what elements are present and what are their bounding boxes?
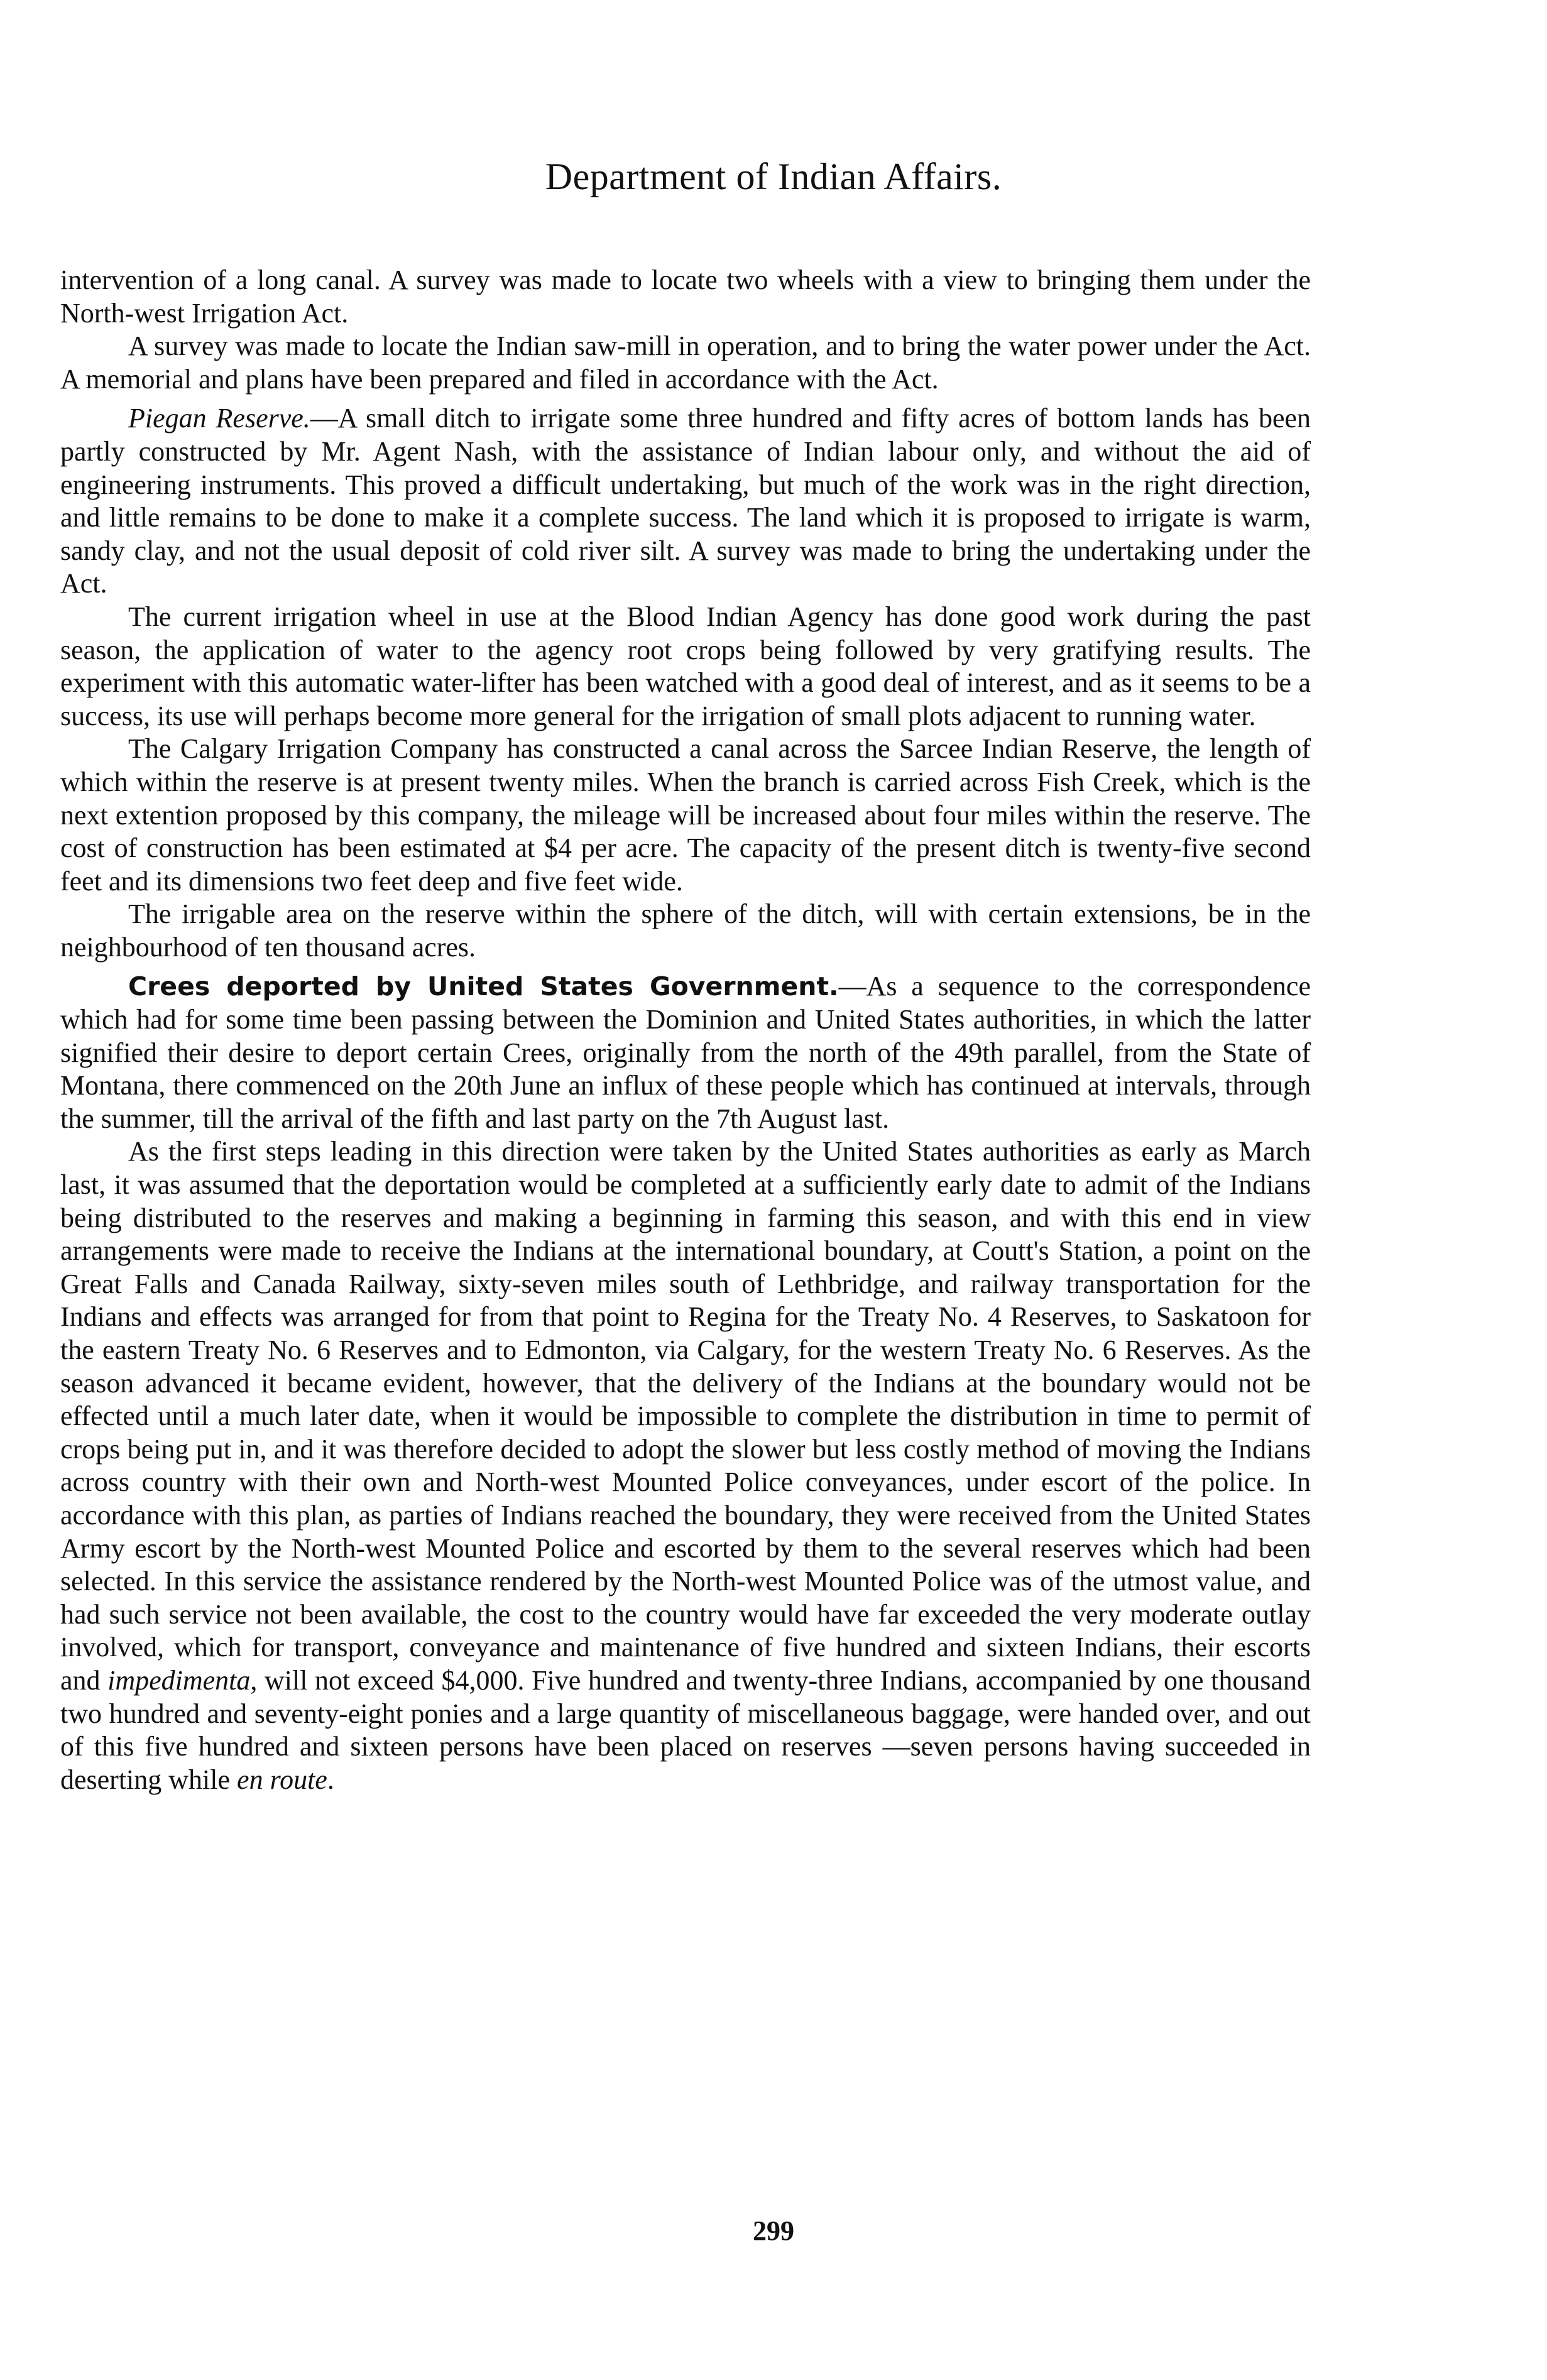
running-title: Department of Indian Affairs. <box>545 156 1002 197</box>
paragraph-canal-intervention: intervention of a long canal. A survey was made to locate two wheels with a view to bringing them under the North-west Irrigation Act. <box>60 265 1311 329</box>
paragraph-crees-deported-body: —As a sequence to the correspondence which had for some time been passing between the Dominion and United States authorities, in which the latter signified their desire to deport certain Crees, originally from the north of the 49th parallel, from the State of Montana, there commenced on the 20th June an influx of these people which has continued at intervals, through the summer, till the arrival of the fifth and last party on the 7th August last. <box>60 971 1311 1134</box>
paragraph-saw-mill: A survey was made to locate the Indian saw-mill in operation, and to bring the water power under the Act. A memorial and plans have been prepared and filed in accordance with the Act. <box>60 330 1311 395</box>
paragraph-piegan-reserve-body: —A small ditch to irrigate some three hundred and fifty acres of bottom lands has been partly constructed by Mr. Agent Nash, with the assistance of Indian labour only, and without the aid of engineering instruments. This proved a difficult undertaking, but much of the work was in the right direction, and little remains to be done to make it a complete success. The land which it is proposed to irrigate is warm, sandy clay, and not the usual deposit of cold river silt. A survey was made to bring the undertaking under the Act. <box>60 403 1311 599</box>
paragraph-calgary-irrigation: The Calgary Irrigation Company has constructed a canal across the Sarcee Indian Reserve, the length of which within the reserve is at present twenty miles. When the branch is carried across Fish Creek, which is the next extention proposed by this company, the mileage will be increased about four miles within the reserve. The cost of construction has been estimated at $4 per acre. The capacity of the present ditch is twenty-five second feet and its dimensions two feet deep and five feet wide. <box>60 733 1311 897</box>
section-heading-crees-deported: Crees deported by United States Government. <box>128 971 839 1002</box>
body-text <box>60 264 1311 1796</box>
page-number: 299 <box>753 2215 794 2246</box>
paragraph-deportation-text-b: , will not exceed $4,000. Five hundred and twenty-three Indians, accompanied by one thousand two hundred and seventy-eight ponies and a large quantity of miscellaneous baggage, were handed over, and out of this five hundred and sixteen persons have been placed on reserves —seven persons having succeeded in deserting while <box>60 1664 1311 1795</box>
paragraph-deportation-text-a: As the first steps leading in this direction were taken by the United States authorities as early as March last, it was assumed that the deportation would be completed at a sufficiently early date to admit of the Indians being distributed to the reserves and making a beginning in farming this season, and with this end in view arrangements were made to receive the Indians at the international boundary, at Coutt's Station, a point on the Great Falls and Canada Railway, sixty-seven miles south of Lethbridge, and railway transportation for the Indians and effects was arranged for from that point to Regina for the Treaty No. 4 Reserves, to Saskatoon for the eastern Treaty No. 6 Reserves and to Edmonton, via Calgary, for the western Treaty No. 6 Reserves. As the season advanced it became evident, however, that the delivery of the Indians at the boundary would not be effected until a much later date, when it would be impossible to complete the distribution in time to permit of crops being put in, and it was therefore decided to adopt the slower but less costly method of moving the Indians across country with their own and North-west Mounted Police conveyances, under escort of the police. In accordance with this plan, as parties of Indians reached the boundary, they were received from the United States Army escort by the North-west Mounted Police and escorted by them to the several reserves which had been selected. In this service the assistance rendered by the North-west Mounted Police was of the utmost value, and had such service not been available, the cost to the country would have far exceeded the very moderate outlay involved, which for transport, conveyance and maintenance of five hundred and sixteen Indians, their escorts and <box>60 1136 1311 1696</box>
paragraph-irrigable-area: The irrigable area on the reserve within the sphere of the ditch, will with certain extensions, be in the neighbourhood of ten thousand acres. <box>60 898 1311 963</box>
section-heading-piegan-reserve: Piegan Reserve. <box>128 403 310 434</box>
paragraph-irrigation-wheel: The current irrigation wheel in use at the Blood Indian Agency has done good work during the past season, the application of water to the agency root crops being followed by very gratifying results. The experiment with this automatic water-lifter has been watched with a good deal of interest, and as it seems to be a success, its use will perhaps become more general for the irrigation of small plots adjacent to running water. <box>60 601 1311 731</box>
italic-impedimenta: impedimenta <box>107 1664 251 1696</box>
paragraph-deportation-arrangements <box>60 1135 1311 1796</box>
paragraph-crees-deported <box>60 970 1311 1135</box>
italic-en-route: en route <box>237 1764 327 1795</box>
paragraph-deportation-text-c: . <box>327 1764 334 1795</box>
paragraph-piegan-reserve <box>60 402 1311 601</box>
